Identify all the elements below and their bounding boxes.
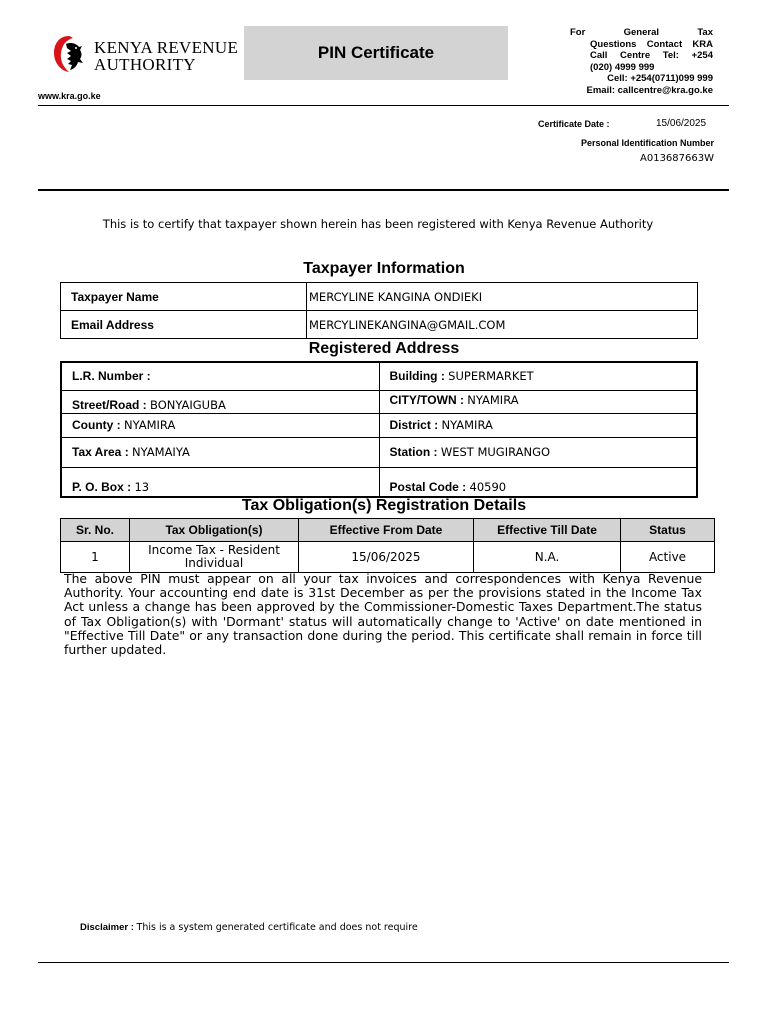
column-header: Effective From Date (299, 519, 474, 542)
address-cell (379, 467, 697, 497)
address-value: 40590 (469, 480, 507, 494)
tax-obligations-heading: Tax Obligation(s) Registration Details (241, 497, 527, 514)
logo-text-line2: AUTHORITY (94, 55, 196, 74)
contact-info (570, 27, 713, 96)
table-row (61, 311, 698, 339)
taxpayer-info-table (60, 282, 698, 339)
address-cell (61, 437, 379, 467)
divider (38, 189, 729, 191)
title-text: PIN Certificate (317, 43, 435, 62)
taxpayer-info-heading: Taxpayer Information (303, 260, 465, 277)
email-label: Email Address (61, 311, 307, 339)
address-value: BONYAIGUBA (150, 397, 226, 412)
disclaimer (80, 922, 418, 933)
address-cell (379, 413, 697, 437)
logo-text-line1: KENYA REVENUE (94, 38, 239, 57)
notice-paragraph: The above PIN must appear on all your tax invoices and correspondences with Kenya Revenue Authority. Your accounting end date is 31st December as per the provisions stated in the Income Tax Act unless a change has been approved by the Commissioner-Domestic Taxes Department.The status of Tax Obligation(s) with 'Dormant' status will automatically change to 'Active' on date mentioned in "Effective Till Date" or any transaction done during the period. This certificate shall remain in force till further updated. (64, 571, 702, 658)
address-value: SUPERMARKET (448, 369, 534, 384)
pin-label: Personal Identification Number (580, 138, 714, 148)
table-row (61, 542, 715, 573)
address-value: NYAMIRA (441, 418, 493, 432)
disclaimer-label: Disclaimer : (80, 922, 134, 933)
address-cell (379, 390, 697, 413)
table-cell: 15/06/2025 (299, 542, 474, 573)
email-value: MERCYLINEKANGINA@GMAIL.COM (307, 311, 698, 339)
contact-email: Email: callcentre@kra.go.ke (586, 84, 713, 96)
pin-value: A013687663W (640, 153, 714, 164)
registered-address-heading: Registered Address (308, 340, 460, 357)
taxpayer-name-label: Taxpayer Name (61, 283, 307, 311)
column-header: Effective Till Date (474, 519, 621, 542)
table-row (61, 413, 697, 437)
column-header: Tax Obligation(s) (130, 519, 299, 542)
address-cell (379, 362, 697, 390)
document-title (244, 26, 508, 80)
address-label: District : (389, 418, 439, 432)
address-label: Postal Code : (389, 480, 467, 494)
website-link[interactable]: www.kra.go.ke (38, 91, 101, 101)
address-label: Building : (389, 369, 445, 384)
status-cell: Active (621, 542, 715, 573)
address-value: 13 (134, 480, 150, 494)
address-cell (61, 413, 379, 437)
address-cell (61, 390, 379, 413)
table-row (61, 362, 697, 390)
address-label: P. O. Box : (72, 480, 132, 494)
divider (38, 962, 729, 963)
address-value: NYAMIRA (124, 418, 176, 432)
table-row (61, 437, 697, 467)
registered-address-table (60, 361, 698, 498)
table-header-row (61, 519, 715, 542)
table-row (61, 390, 697, 413)
tax-obligations-table (60, 518, 715, 573)
table-row (61, 467, 697, 497)
contact-line: Questions Contact KRA (590, 38, 713, 50)
kra-logo-icon (52, 34, 86, 74)
column-header: Sr. No. (61, 519, 130, 542)
contact-line: Call Centre Tel: +254 (590, 50, 713, 61)
certify-statement: This is to certify that taxpayer shown herein has been registered with Kenya Revenue Authority (102, 217, 654, 231)
table-row (61, 283, 698, 311)
table-cell: Income Tax - Resident Individual (130, 542, 299, 573)
address-value: NYAMIRA (467, 392, 519, 407)
disclaimer-text: This is a system generated certificate and does not require (136, 922, 418, 933)
address-value: WEST MUGIRANGO (440, 445, 551, 459)
address-label: Tax Area : (72, 445, 129, 459)
address-cell (379, 437, 697, 467)
column-header: Status (621, 519, 715, 542)
taxpayer-name-value: MERCYLINE KANGINA ONDIEKI (307, 283, 698, 311)
contact-line: For General Tax (570, 27, 713, 38)
address-cell (61, 467, 379, 497)
table-cell: N.A. (474, 542, 621, 573)
address-cell (61, 362, 379, 390)
address-label: Station : (389, 445, 438, 459)
address-value: NYAMAIYA (132, 445, 190, 459)
address-label: County : (72, 418, 121, 432)
divider (38, 105, 729, 106)
certificate-date-value: 15/06/2025 (656, 118, 707, 129)
address-label: Street/Road : (72, 397, 147, 412)
contact-line: Cell: +254(0711)099 999 (607, 73, 713, 84)
address-label: L.R. Number : (72, 369, 151, 384)
certificate-date-label: Certificate Date : (538, 119, 610, 129)
table-cell: 1 (61, 542, 130, 573)
contact-line: (020) 4999 999 (590, 61, 655, 73)
address-label: CITY/TOWN : (389, 392, 464, 407)
